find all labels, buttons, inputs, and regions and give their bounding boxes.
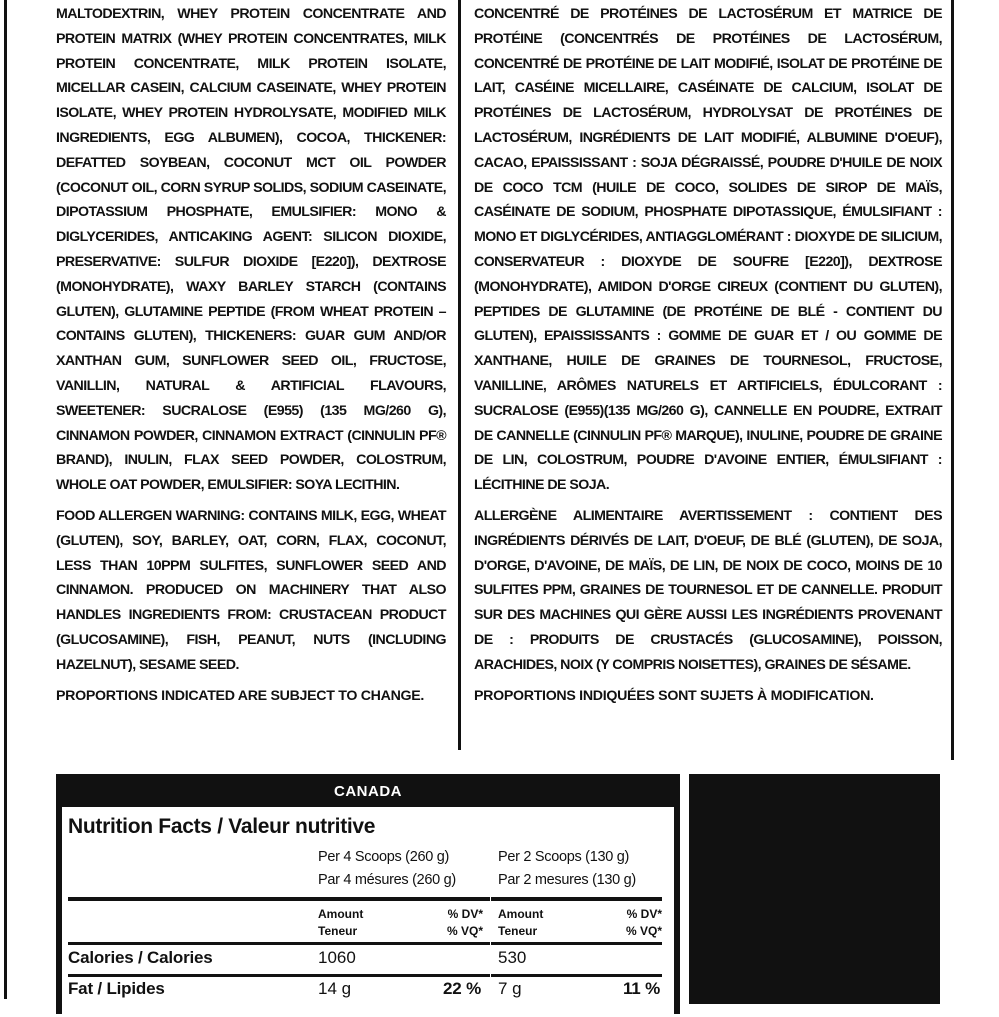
ingredients-french-text: CONCENTRÉ DE PROTÉINES DE LACTOSÉRUM ET MATRICE DE PROTÉINE (CONCENTRÉS DE PROTÉINES DE LACTOSÉRUM, CONCENTRÉ DE PROTÉINE DE LAIT MODIFIÉ, ISOLAT DE PROTÉINE DE LAIT, CASÉINE MICELLAIRE, CASÉINATE DE CALCIUM, ISOLAT DE PROTÉINES DE LACTOSÉRUM, HYDROLYSAT DE PROTÉINES DE LACTOSÉRUM, INGRÉDIENTS DE LAIT MODIFIÉ, ALBUMINE D'OEUF), CACAO, EPAISSISSANT : SOJA DÉGRAISSÉ, POUDRE D'HUILE DE NOIX DE COCO TCM (HUILE DE COCO, SOLIDES DE SIROP DE MAÏS, CASÉINATE DE SODIUM, PHOSPHATE DIPOTASSIQUE, ÉMULSIFIANT : MONO ET DIGLYCÉRIDES, ANTIAGGLOMÉRANT : DIOXYDE DE SILICIUM, CONSERVATEUR : DIOXYDE DE SOUFRE [E220]), DEXTROSE (MONOHYDRATE), AMIDON D'ORGE CIREUX (CONTIENT DU GLUTEN), PEPTIDES DE GLUTAMINE (DE PROTÉINE DE BLÉ - CONTIENT DU GLUTEN), EPAISSISSANTS : GOMME DE GUAR ET / OU GOMME DE XANTHANE, HUILE DE GRAINES DE TOURNESOL, FRUCTOSE, VANILLINE, ARÔMES NATURELS ET ARTIFICIELS, ÉDULCORANT : SUCRALOSE (E955)(135 MG/260 G), CANNELLE EN POUDRE, EXTRAIT DE CANNELLE (CINNULIN PF® MARQUE), INULINE, POUDRE DE GRAINE DE LIN, COLOSTRUM, POUDRE D'AVOINE ENTIER, ÉMULSIFIANT : LÉCITHINE DE SOJA. [474, 6, 942, 494]
header-rule [68, 942, 662, 945]
dv-label-fr: % VQ* [446, 924, 483, 938]
column-divider-line [458, 0, 461, 750]
allergen-warning-label: FOOD ALLERGEN WARNING: [56, 507, 245, 524]
allergen-warning-label-fr: ALLERGÈNE ALIMENTAIRE AVERTISSEMENT : [474, 507, 813, 524]
nutrition-facts-box [62, 807, 674, 1017]
thick-rule [68, 897, 662, 901]
fat-amount-2: 7 g [498, 979, 522, 998]
dv-header-1 [431, 906, 483, 940]
calories-label: Calories / Calories [68, 948, 213, 967]
nutrition-facts-panel [56, 774, 680, 1014]
fat-amount-1: 14 g [318, 979, 352, 998]
serving-size-1-fr: Par 4 mésures (260 g) [318, 872, 456, 888]
calories-amount-1: 1060 [318, 948, 356, 967]
amount-label-fr: Teneur [318, 924, 358, 938]
fat-dv-1: 22 % [443, 979, 481, 998]
serving-size-1-en: Per 4 Scoops (260 g) [318, 849, 450, 865]
dv-label-en-2: % DV* [626, 907, 662, 921]
ingredients-english-text: MALTODEXTRIN, WHEY PROTEIN CONCENTRATE AND PROTEIN MATRIX (WHEY PROTEIN CONCENTRATES, MILK PROTEIN CONCENTRATE, MILK PROTEIN ISOLATE, MICELLAR CASEIN, CALCIUM CASEINATE, WHEY PROTEIN ISOLATE, WHEY PROTEIN HYDROLYSATE, MODIFIED MILK INGREDIENTS, EGG ALBUMEN), COCOA, THICKENER: DEFATTED SOYBEAN, COCONUT MCT OIL POWDER (COCONUT OIL, CORN SYRUP SOLIDS, SODIUM CASEINATE, DIPOTASSIUM PHOSPHATE, EMULSIFIER: MONO & DIGLYCERIDES, ANTICAKING AGENT: SILICON DIOXIDE, PRESERVATIVE: SULFUR DIOXIDE [E220]), DEXTROSE (MONOHYDRATE), WAXY BARLEY STARCH (CONTAINS GLUTEN), GLUTAMINE PEPTIDE (FROM WHEAT PROTEIN – CONTAINS GLUTEN), THICKENERS: GUAR GUM AND/OR XANTHAN GUM, SUNFLOWER SEED OIL, FRUCTOSE, VANILLIN, NATURAL & ARTIFICIAL FLAVOURS, SWEETENER: SUCRALOSE (E955) (135 MG/260 G), CINNAMON POWDER, CINNAMON EXTRACT (CINNULIN PF® BRAND), INULIN, FLAX SEED POWDER, COLOSTRUM, WHOLE OAT POWDER, EMULSIFIER: SOYA LECITHIN. [56, 6, 446, 494]
proportions-note-french: PROPORTIONS INDIQUÉES SONT SUJETS À MODIFICATION. [474, 687, 874, 704]
allergen-warning-english [56, 504, 446, 678]
column-gap [490, 849, 491, 1017]
serving-size-2-en: Per 2 Scoops (130 g) [498, 849, 630, 865]
dv-label-en: % DV* [447, 907, 483, 921]
amount-label-en-2: Amount [498, 907, 544, 921]
right-border-line [951, 0, 954, 760]
proportions-note-english: PROPORTIONS INDICATED ARE SUBJECT TO CHANGE. [56, 687, 425, 704]
amount-label-fr-2: Teneur [498, 924, 538, 938]
black-panel [689, 774, 940, 1004]
serving-size-2-fr: Par 2 mesures (130 g) [498, 872, 636, 888]
dv-label-fr-2: % VQ* [625, 924, 662, 938]
allergen-warning-text-fr: CONTIENT DES INGRÉDIENTS DÉRIVÉS DE LAIT, D'OEUF, DE BLÉ (GLUTEN), DE SOJA, D'ORGE, D'AVOINE, DE MAÏS, DE LIN, DE NOIX DE COCO, MOINS DE 10 SULFITES PPM, GRAINES DE TOURNESOL ET DE CANNELLE. PRODUIT SUR DES MACHINES QUI GÈRE AUSSI LES INGRÉDIENTS PROVENANT DE : PRODUITS DE CRUSTACÉS (GLUCOSAMINE), POISSON, ARACHIDES, NOIX (Y COMPRIS NOISETTES), GRAINES DE SÉSAME. [474, 507, 942, 673]
calories-amount-2: 530 [498, 948, 527, 967]
ingredients-english-column [56, 2, 446, 714]
amount-label-en: Amount [318, 907, 364, 921]
calories-rule [68, 974, 662, 977]
fat-dv-2: 11 % [622, 979, 660, 998]
region-header: CANADA [334, 783, 402, 800]
allergen-warning-text: CONTAINS MILK, EGG, WHEAT (GLUTEN), SOY, BARLEY, OAT, CORN, FLAX, COCONUT, LESS THAN 10PPM SULFITES, SUNFLOWER SEED AND CINNAMON. PRODUCED ON MACHINERY THAT ALSO HANDLES INGREDIENTS FROM: CRUSTACEAN PRODUCT (GLUCOSAMINE), FISH, PEANUT, NUTS (INCLUDING HAZELNUT), SESAME SEED. [56, 507, 446, 673]
amount-header-2 [498, 906, 543, 940]
ingredients-french-column [474, 2, 942, 714]
nutrition-facts-title: Nutrition Facts / Valeur nutritive [68, 815, 376, 838]
fat-label: Fat / Lipides [68, 979, 165, 998]
allergen-warning-french [474, 504, 942, 678]
dv-header-2 [610, 906, 662, 940]
amount-header-1 [318, 906, 363, 940]
left-border-line [4, 0, 7, 999]
